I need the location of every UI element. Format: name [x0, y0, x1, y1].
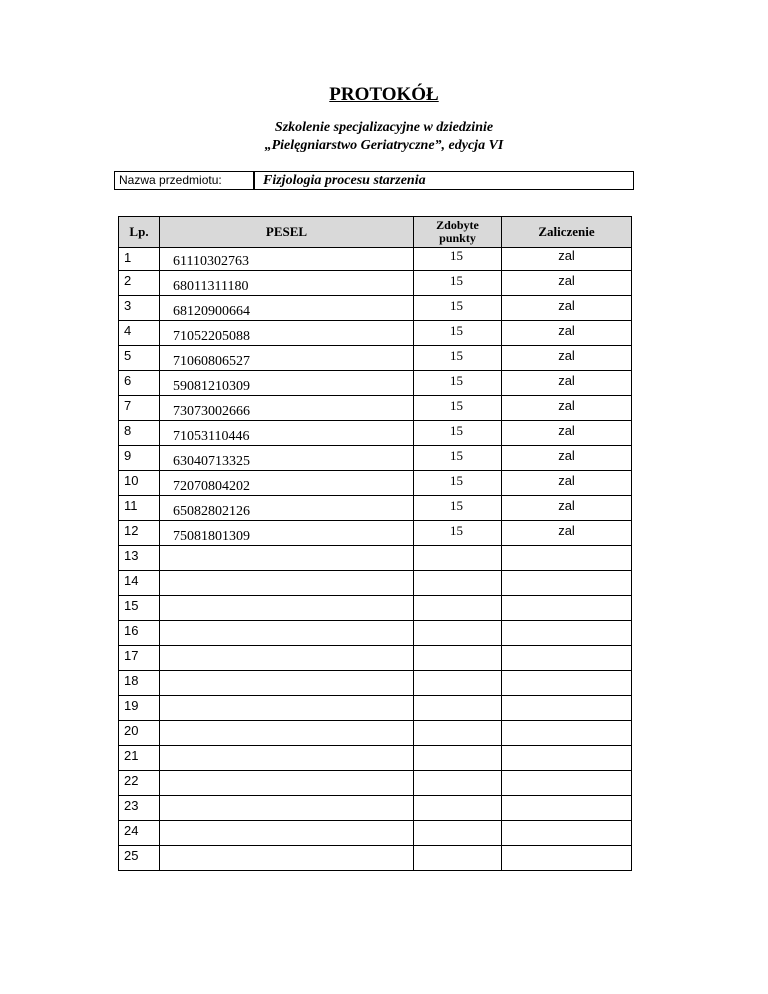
row-pesel: 71053110446 — [173, 429, 250, 444]
row-pesel-cell — [160, 846, 414, 871]
table-row — [119, 771, 632, 796]
table-row — [119, 796, 632, 821]
table-row — [119, 621, 632, 646]
row-pass — [502, 571, 631, 573]
row-pesel — [160, 696, 413, 704]
table-row — [119, 521, 632, 546]
row-pass: zal — [558, 248, 575, 263]
document-subtitle — [0, 119, 768, 155]
row-lp: 11 — [124, 498, 138, 513]
table-row — [119, 396, 632, 421]
row-points: 15 — [450, 423, 463, 438]
row-lp: 4 — [124, 323, 132, 338]
header-lp: Lp. — [119, 217, 160, 248]
subtitle-line-2: „Pielęgniarstwo Geriatryczne”, edycja VI — [264, 138, 504, 153]
row-lp: 15 — [124, 598, 139, 613]
row-pesel-cell — [160, 296, 414, 321]
row-pass-cell — [502, 621, 632, 646]
row-pesel: 71060806527 — [173, 354, 250, 369]
table-body — [119, 248, 632, 871]
row-points-cell — [414, 646, 502, 671]
row-lp-cell — [119, 746, 160, 771]
row-lp: 7 — [124, 398, 132, 413]
row-points — [414, 796, 501, 798]
row-pesel: 68011311180 — [173, 279, 249, 294]
row-points-cell — [414, 296, 502, 321]
row-lp-cell — [119, 321, 160, 346]
row-lp: 8 — [124, 423, 132, 438]
row-points-cell — [414, 321, 502, 346]
row-points — [414, 621, 501, 623]
row-pesel — [160, 846, 413, 854]
row-points-cell — [414, 421, 502, 446]
row-pesel-cell — [160, 646, 414, 671]
row-pass — [502, 546, 631, 548]
row-lp-cell — [119, 696, 160, 721]
row-lp-cell — [119, 646, 160, 671]
row-points-cell — [414, 521, 502, 546]
row-pesel-cell — [160, 621, 414, 646]
row-points: 15 — [450, 273, 463, 288]
row-lp-cell — [119, 771, 160, 796]
table-row — [119, 271, 632, 296]
row-pass: zal — [558, 473, 575, 488]
row-points: 15 — [450, 298, 463, 313]
row-pesel-cell — [160, 571, 414, 596]
table-row — [119, 421, 632, 446]
row-lp-cell — [119, 271, 160, 296]
row-pesel: 63040713325 — [173, 454, 250, 469]
row-pesel — [160, 821, 413, 829]
row-pass-cell — [502, 746, 632, 771]
row-pesel: 59081210309 — [173, 379, 250, 394]
table-row — [119, 646, 632, 671]
row-pass-cell — [502, 846, 632, 871]
row-pass: zal — [558, 373, 575, 388]
row-pesel — [160, 571, 413, 579]
row-pesel-cell — [160, 596, 414, 621]
row-lp: 12 — [124, 523, 139, 538]
row-pass-cell — [502, 321, 632, 346]
row-pesel — [160, 546, 413, 554]
row-lp-cell — [119, 346, 160, 371]
row-pesel: 68120900664 — [173, 304, 250, 319]
row-points-cell — [414, 346, 502, 371]
table-row — [119, 371, 632, 396]
row-points-cell — [414, 496, 502, 521]
row-pesel-cell — [160, 421, 414, 446]
row-pass — [502, 696, 631, 698]
row-pass — [502, 646, 631, 648]
row-pesel-cell — [160, 696, 414, 721]
row-lp: 2 — [124, 273, 132, 288]
row-pass — [502, 671, 631, 673]
row-points — [414, 721, 501, 723]
row-lp-cell — [119, 521, 160, 546]
row-pass — [502, 771, 631, 773]
row-points: 15 — [450, 448, 463, 463]
row-points-cell — [414, 271, 502, 296]
row-lp-cell — [119, 671, 160, 696]
row-lp: 14 — [124, 573, 139, 588]
row-points — [414, 571, 501, 573]
row-pesel-cell — [160, 671, 414, 696]
row-points-cell — [414, 396, 502, 421]
row-pesel-cell — [160, 796, 414, 821]
row-pass-cell — [502, 471, 632, 496]
table-row — [119, 446, 632, 471]
row-lp: 6 — [124, 373, 132, 388]
row-pesel-cell — [160, 396, 414, 421]
row-points — [414, 596, 501, 598]
row-pass-cell — [502, 496, 632, 521]
row-points-cell — [414, 796, 502, 821]
row-pass — [502, 846, 631, 848]
subtitle-line-1: Szkolenie specjalizacyjne w dziedzinie — [274, 120, 494, 135]
row-points: 15 — [450, 373, 463, 388]
header-points-line-1: Zdobyte — [436, 218, 479, 232]
row-lp-cell — [119, 446, 160, 471]
row-lp: 17 — [124, 648, 139, 663]
row-points-cell — [414, 596, 502, 621]
row-points — [414, 746, 501, 748]
row-points-cell — [414, 821, 502, 846]
subject-label: Nazwa przedmiotu: — [115, 172, 255, 189]
row-points-cell — [414, 471, 502, 496]
row-pass-cell — [502, 296, 632, 321]
row-points-cell — [414, 371, 502, 396]
row-pesel-cell — [160, 321, 414, 346]
row-points: 15 — [450, 323, 463, 338]
row-pass-cell — [502, 721, 632, 746]
row-lp-cell — [119, 621, 160, 646]
row-points: 15 — [450, 248, 463, 263]
row-pesel: 65082802126 — [173, 504, 250, 519]
row-points-cell — [414, 248, 502, 271]
row-points — [414, 646, 501, 648]
table-row — [119, 346, 632, 371]
row-points-cell — [414, 571, 502, 596]
row-points-cell — [414, 446, 502, 471]
row-points — [414, 671, 501, 673]
row-points — [414, 696, 501, 698]
row-pass-cell — [502, 696, 632, 721]
row-lp-cell — [119, 371, 160, 396]
row-pass-cell — [502, 396, 632, 421]
table-row — [119, 571, 632, 596]
table-row — [119, 296, 632, 321]
row-points-cell — [414, 846, 502, 871]
row-lp-cell — [119, 296, 160, 321]
row-lp: 22 — [124, 773, 139, 788]
row-pesel — [160, 796, 413, 804]
row-lp: 24 — [124, 823, 139, 838]
results-table — [118, 216, 632, 871]
row-lp: 19 — [124, 698, 139, 713]
row-pesel-cell — [160, 248, 414, 271]
row-pesel — [160, 596, 413, 604]
row-pesel: 75081801309 — [173, 529, 250, 544]
row-pass — [502, 796, 631, 798]
row-points — [414, 846, 501, 848]
row-pesel — [160, 746, 413, 754]
row-lp-cell — [119, 596, 160, 621]
row-pass: zal — [558, 423, 575, 438]
row-pesel — [160, 621, 413, 629]
row-pesel-cell — [160, 271, 414, 296]
row-pass: zal — [558, 323, 575, 338]
row-lp-cell — [119, 421, 160, 446]
row-points — [414, 546, 501, 548]
row-points-cell — [414, 771, 502, 796]
table-row — [119, 496, 632, 521]
row-lp: 25 — [124, 848, 139, 863]
row-pass-cell — [502, 821, 632, 846]
row-pass: zal — [558, 273, 575, 288]
header-points-line-2: punkty — [439, 231, 476, 245]
row-pass-cell — [502, 596, 632, 621]
table-row — [119, 846, 632, 871]
row-lp: 3 — [124, 298, 132, 313]
row-lp-cell — [119, 248, 160, 271]
row-pesel: 72070804202 — [173, 479, 250, 494]
row-pass: zal — [558, 448, 575, 463]
table-row — [119, 471, 632, 496]
row-pesel — [160, 721, 413, 729]
table-header-row — [119, 217, 632, 248]
row-lp-cell — [119, 846, 160, 871]
row-pass — [502, 821, 631, 823]
row-pesel — [160, 646, 413, 654]
row-pesel-cell — [160, 821, 414, 846]
row-points-cell — [414, 696, 502, 721]
row-pass-cell — [502, 646, 632, 671]
row-pass: zal — [558, 498, 575, 513]
row-lp-cell — [119, 546, 160, 571]
row-pass: zal — [558, 523, 575, 538]
row-pesel-cell — [160, 746, 414, 771]
table-row — [119, 596, 632, 621]
row-lp-cell — [119, 496, 160, 521]
row-lp-cell — [119, 796, 160, 821]
row-pass: zal — [558, 298, 575, 313]
row-points: 15 — [450, 523, 463, 538]
row-lp: 5 — [124, 348, 132, 363]
row-pesel-cell — [160, 471, 414, 496]
subject-value: Fizjologia procesu starzenia — [263, 173, 426, 188]
table-row — [119, 721, 632, 746]
row-pass: zal — [558, 348, 575, 363]
row-pass-cell — [502, 271, 632, 296]
row-pass-cell — [502, 521, 632, 546]
row-points: 15 — [450, 348, 463, 363]
row-pass — [502, 721, 631, 723]
row-points — [414, 771, 501, 773]
row-pass-cell — [502, 771, 632, 796]
header-pass: Zaliczenie — [502, 217, 632, 248]
row-pesel-cell — [160, 771, 414, 796]
row-lp: 1 — [124, 250, 132, 265]
row-pesel-cell — [160, 721, 414, 746]
row-points-cell — [414, 746, 502, 771]
document-title: PROTOKÓŁ — [329, 84, 439, 105]
row-points-cell — [414, 546, 502, 571]
row-points-cell — [414, 721, 502, 746]
row-pesel — [160, 771, 413, 779]
row-lp-cell — [119, 396, 160, 421]
row-pesel: 71052205088 — [173, 329, 250, 344]
row-lp: 18 — [124, 673, 139, 688]
row-pesel-cell — [160, 521, 414, 546]
row-pesel: 73073002666 — [173, 404, 250, 419]
row-pesel-cell — [160, 446, 414, 471]
row-lp: 9 — [124, 448, 132, 463]
row-lp: 10 — [124, 473, 139, 488]
row-pass-cell — [502, 796, 632, 821]
row-pesel-cell — [160, 546, 414, 571]
table-row — [119, 546, 632, 571]
row-pesel — [160, 671, 413, 679]
row-pass — [502, 746, 631, 748]
row-points: 15 — [450, 498, 463, 513]
header-points — [414, 217, 502, 248]
row-pass-cell — [502, 446, 632, 471]
table-row — [119, 821, 632, 846]
row-lp-cell — [119, 471, 160, 496]
table-row — [119, 248, 632, 271]
header-pesel: PESEL — [160, 217, 414, 248]
subject-box — [114, 171, 634, 190]
row-pass-cell — [502, 248, 632, 271]
row-pass-cell — [502, 371, 632, 396]
table-row — [119, 671, 632, 696]
row-lp: 23 — [124, 798, 139, 813]
table-row — [119, 321, 632, 346]
row-pesel-cell — [160, 371, 414, 396]
row-points: 15 — [450, 473, 463, 488]
row-pass — [502, 596, 631, 598]
row-pass — [502, 621, 631, 623]
row-lp: 13 — [124, 548, 139, 563]
row-lp: 16 — [124, 623, 139, 638]
row-points-cell — [414, 671, 502, 696]
row-pass-cell — [502, 546, 632, 571]
row-lp-cell — [119, 571, 160, 596]
row-lp: 20 — [124, 723, 139, 738]
row-pass-cell — [502, 346, 632, 371]
row-pass: zal — [558, 398, 575, 413]
table-row — [119, 696, 632, 721]
table-row — [119, 746, 632, 771]
row-pesel-cell — [160, 346, 414, 371]
row-points: 15 — [450, 398, 463, 413]
row-lp-cell — [119, 821, 160, 846]
row-points-cell — [414, 621, 502, 646]
row-pesel-cell — [160, 496, 414, 521]
row-pass-cell — [502, 421, 632, 446]
row-points — [414, 821, 501, 823]
row-lp: 21 — [124, 748, 139, 763]
row-pass-cell — [502, 571, 632, 596]
row-pesel: 61110302763 — [173, 254, 249, 269]
row-lp-cell — [119, 721, 160, 746]
row-pass-cell — [502, 671, 632, 696]
